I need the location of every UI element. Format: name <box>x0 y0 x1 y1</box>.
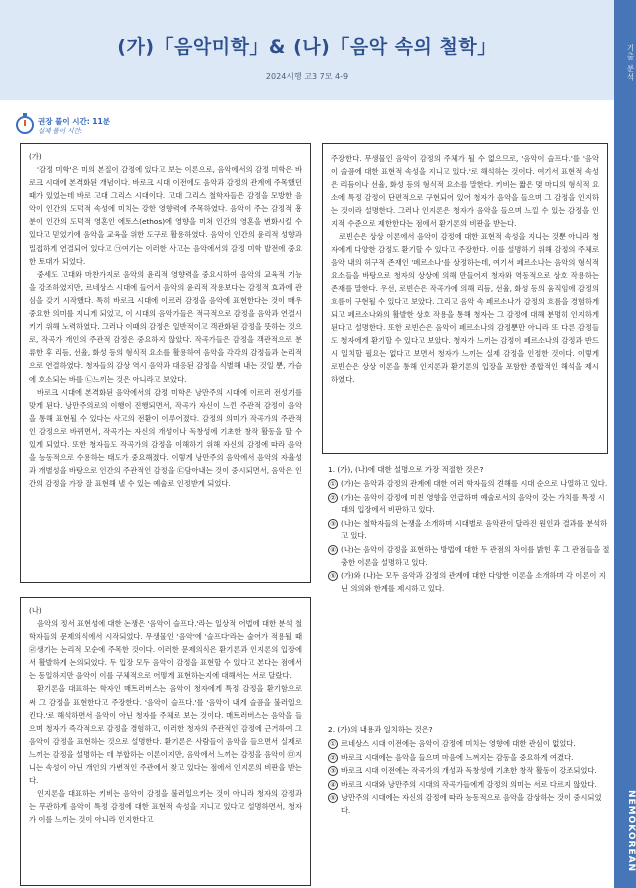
choice-number: ① <box>328 479 338 489</box>
question-stem: 1. (가), (나)에 대한 설명으로 가장 적절한 것은? <box>328 465 484 474</box>
question-2 <box>328 724 610 819</box>
passage-b-paragraph: 환기론을 대표하는 학자인 매트러버스는 음악이 청자에게 특정 감정을 환기함으로써 그 감정을 표현한다고 주장한다. '음악이 슬프다.'를 '음악이 내게 슬픔을 불러일으킨다.'로 해석하면서 음악이 아닌 청자를 주체로 보는 것이다. 매트러버스는 음악을 들으며 청자가 즉각적으로 감정을 경험하고, 이러한 청자의 주관적인 감정에 근거하여 그 음악이 감정을 표현하는 것으로 설명한다. 환기론은 사람들이 음악을 들으면서 실제로 느끼는 감정을 설명하는 데 부합하는 이론이지만, 음악에서 느끼는 감정을 음악이 ㉤지니는 속성이 아닌 개인의 가변적인 주관에서 찾고 있다는 점에서 인지론의 비판을 받는다. <box>29 684 302 786</box>
choice-number: ⑤ <box>328 571 338 581</box>
choice-number: ④ <box>328 545 338 555</box>
stopwatch-icon <box>16 116 34 134</box>
side-tab <box>614 0 636 888</box>
passage-b-paragraph: 인지론을 대표하는 키비는 음악이 감정을 불러일으키는 것이 아니라 청자의 감정과는 무관하게 음악이 특정 감정에 대한 표현적 속성을 지니고 있다고 설명하면서, 청자가 이를 느끼는 것이 아니라 인지한다고 <box>29 789 302 825</box>
question-stem: 2. (가)의 내용과 일치하는 것은? <box>328 725 433 734</box>
answer-choice[interactable]: ② 바로크 시대에는 음악을 들으며 마음에 느껴지는 감동을 중요하게 여겼다. <box>328 752 610 765</box>
passage-b <box>29 606 302 827</box>
passage-b-label: (나) <box>29 606 42 615</box>
answer-choice[interactable]: ⑤ (가)와 (나)는 모두 음악과 감정의 관계에 대한 다양한 이론을 소개하며 각 이론이 지닌 의의와 한계를 제시하고 있다. <box>328 570 610 595</box>
passage-a-paragraph: 바로크 시대에 본격화된 음악에서의 감정 미학은 낭만주의 시대에 이르러 전성기를 맞게 된다. 낭만주의로의 이행이 진행되면서, 작곡가 자신이 느낀 주관적 감정이 음악을 통해 표현될 수 있다는 사고의 전환이 이루어졌다. 감정의 의미가 작곡가의 주관적인 감정으로 바뀌면서, 작곡가는 자신의 개성이나 독창성에 기초한 창작 활동을 할 수 있게 되었다. 또한 청자들도 작곡가의 감정을 이해하기 위해 자신의 감정에 따라 음악을 능동적으로 수용하는 태도가 중요해졌다. 이렇게 낭만주의 음악에서 음악의 자율성과 개별성을 바탕으로 인간의 주관적인 감정을 ㉢담아내는 것이 중시되면서, 음악은 인간의 감정을 가장 잘 표현해 낼 수 있는 예술로 인정받게 되었다. <box>29 387 302 489</box>
answer-choice[interactable]: ④ (나)는 음악이 감정을 표현하는 방법에 대한 두 관점의 차이를 밝힌 후 그 관점들을 절충한 이론을 설명하고 있다. <box>328 544 610 569</box>
answer-choice[interactable]: ⑤ 낭만주의 시대에는 자신의 감정에 따라 능동적으로 음악을 감상하는 것이 중시되었다. <box>328 792 610 817</box>
choice-number: ② <box>328 753 338 763</box>
side-tab-label: 기출 분석 <box>626 44 635 82</box>
passage-c-paragraph: 주장한다. 무생물인 음악이 감정의 주체가 될 수 없으므로, '음악이 슬프다.'를 '음악이 슬픔에 대한 표현적 속성을 지니고 있다.'로 해석하는 것이다. 여기서 표현적 속성은 리듬이나 선율, 화성 등의 형식적 요소를 말한다. 키비는 짧은 몇 마디의 형식적 요소에 특정 감정이 단편적으로 구현되어 있어 청자가 음악을 들으며 그 감정을 인지하는 것이라 설명한다. 그러나 인지론은 청자가 음악을 들으며 느낄 수 있는 감정을 인지적 수준으로 제한한다는 점에서 환기론의 비판을 받는다. <box>331 154 599 228</box>
passage-a-box <box>20 143 311 583</box>
passage-a <box>29 152 302 490</box>
question-1 <box>328 464 610 596</box>
recommended-time: 권장 풀이 시간: 11분 <box>38 117 110 126</box>
choice-number: ① <box>328 739 338 749</box>
answer-choice[interactable]: ④ 바로크 시대와 낭만주의 시대의 작곡가들에게 감정의 의미는 서로 다르지 않았다. <box>328 779 610 792</box>
passage-b-continued <box>331 152 599 386</box>
passage-a-label: (가) <box>29 152 42 161</box>
choice-number: ⑤ <box>328 793 338 803</box>
passage-b-continued-box <box>322 143 608 454</box>
answer-choice[interactable]: ② (가)는 음악이 감정에 미친 영향을 언급하며 예술로서의 음악이 갖는 가치를 특정 시대의 입장에서 비판하고 있다. <box>328 492 610 517</box>
exam-source: 2024시행 고3 7모 4-9 <box>265 72 349 81</box>
answer-choice[interactable]: ③ 바로크 시대 이전에는 작곡가의 개성과 독창성에 기초한 창작 활동이 강조되었다. <box>328 765 610 778</box>
passage-b-box <box>20 597 311 886</box>
choice-number: ② <box>328 493 338 503</box>
choice-number: ③ <box>328 766 338 776</box>
passage-a-paragraph: 중세도 고대와 마찬가지로 음악의 윤리적 영향력을 중요시하여 음악의 교육적 기능을 강조하였지만, 르네상스 시대에 들어서 음악의 윤리적 작용보다는 감정적 효과에 관심을 갖기 시작했다. 특히 바로크 시대에 이르러 감정을 음악에 표현한다는 것이 매우 중요한 의미를 지니게 되었고, 이 시대의 음악가들은 적극적으로 감정을 음악과 연결시키기 위해 노력하였다. 그러나 이때의 감정은 일반적이고 객관화된 감정을 뜻하는 것으로, 작곡가 개인의 주관적 감정은 중요하지 않았다. 작곡가들은 감정을 객관적으로 분류한 후 리듬, 선율, 화성 등의 형식적 요소를 활용하여 음악을 각각의 감정들과 논리적으로 연결하였다. 청자들의 감상 역시 음악과 대응된 감정을 식별해 내는 것일 뿐, 가슴에 호소되는 바를 ㉡느끼는 것은 아니라고 보았다. <box>29 269 302 384</box>
passage-c-paragraph: 로빈슨은 상상 이론에서 음악이 감정에 대한 표현적 속성을 지니는 것뿐 아니라 청자에게 다양한 감정도 환기할 수 있다고 주장한다. 이를 설명하기 위해 감정의 주체로 음악 내의 허구적 존재인 '페르소나'를 상정하는데, 여기서 페르소나는 음악의 형식적 요소들을 바탕으로 청자의 상상에 의해 만들어져 청자와 역동적으로 상호 작용하는 존재를 말한다. 우선, 로빈슨은 작곡가에 의해 리듬, 선율, 화성 등의 움직임에 감정의 흐름이 구현될 수 있다고 보았다. 그리고 음악 속 페르소나가 감정의 흐름을 경험하게 되고 페르소나와의 활발한 상호 작용을 통해 청자는 그 감정에 대해 분명히 인지하게 된다고 설명한다. 또한 로빈슨은 음악이 페르소나의 감정뿐만 아니라 또 다른 감정들도 청자에게 환기할 수 있다고 보았다. 청자가 느끼는 감정이 페르소나의 감정과 반드시 일치할 필요는 없다고 보면서 청자가 느끼는 실제 감정을 인정한 것이다. 이렇게 로빈슨은 상상 이론을 통해 인지론과 환기론의 입장을 포함한 종합적인 해석을 제시하였다. <box>331 232 599 384</box>
passage-b-paragraph: 음악의 정서 표현성에 대한 논쟁은 '음악이 슬프다.'라는 일상적 어법에 대한 분석 철학자들의 문제의식에서 시작되었다. 무생물인 '음악'에 '슬프다'라는 술어가 적용될 때 ㉣생기는 논리적 모순에 주목한 것이다. 이러한 문제의식은 환기론과 인지론의 입장에서 활발하게 논의되었다. 두 입장 모두 음악이 감정을 표현할 수 있다고 본다는 점에서는 동일하지만 음악이 이를 구체적으로 어떻게 표현하는지에 대해서는 서로 달랐다. <box>29 619 302 681</box>
answer-choice[interactable]: ③ (나)는 철학자들의 논쟁을 소개하며 시대별로 음악관이 달라진 원인과 결과를 분석하고 있다. <box>328 518 610 543</box>
actual-time: 실제 풀이 시간: <box>38 127 82 135</box>
header-banner <box>0 0 636 100</box>
brand-label: NEMOKOREAN <box>626 790 636 873</box>
answer-choice[interactable]: ① (가)는 음악과 감정의 관계에 대한 여러 학자들의 견해를 시대 순으로 나열하고 있다. <box>328 478 610 491</box>
passage-a-paragraph: '감정 미학'은 미의 본질이 감정에 있다고 보는 이론으로, 음악에서의 감정 미학은 바로크 시대에 본격화된 개념이다. 바로크 시대 이전에도 음악과 감정의 관계에 주목했던 때가 있었는데 바로 고대 그리스 시대이다. 고대 그리스 철학자들은 감정을 모방한 음악이 인간의 도덕적 속성에 미치는 강한 영향력에 주목하였다. 음악이 주는 감정적 흥분이 인간의 도덕적 영혼인 에토스(ethos)에 영향을 미쳐 인간의 영혼을 변화시킬 수 있다고 믿었기에 음악을 교육을 위한 도구로 활용하였다. 음악이 인간의 윤리적 성향과 밀접하게 연결되어 있다고 ㉠여기는 이러한 사고는 음악에서의 감정 미학 발전에 중요한 토대가 되었다. <box>29 165 302 266</box>
choice-number: ④ <box>328 780 338 790</box>
page-title: (가)「음악미학」& (나)「음악 속의 철학」 <box>117 36 497 58</box>
choice-number: ③ <box>328 519 338 529</box>
answer-choice[interactable]: ① 르네상스 시대 이전에는 음악이 감정에 미치는 영향에 대한 관심이 없었다. <box>328 738 610 751</box>
